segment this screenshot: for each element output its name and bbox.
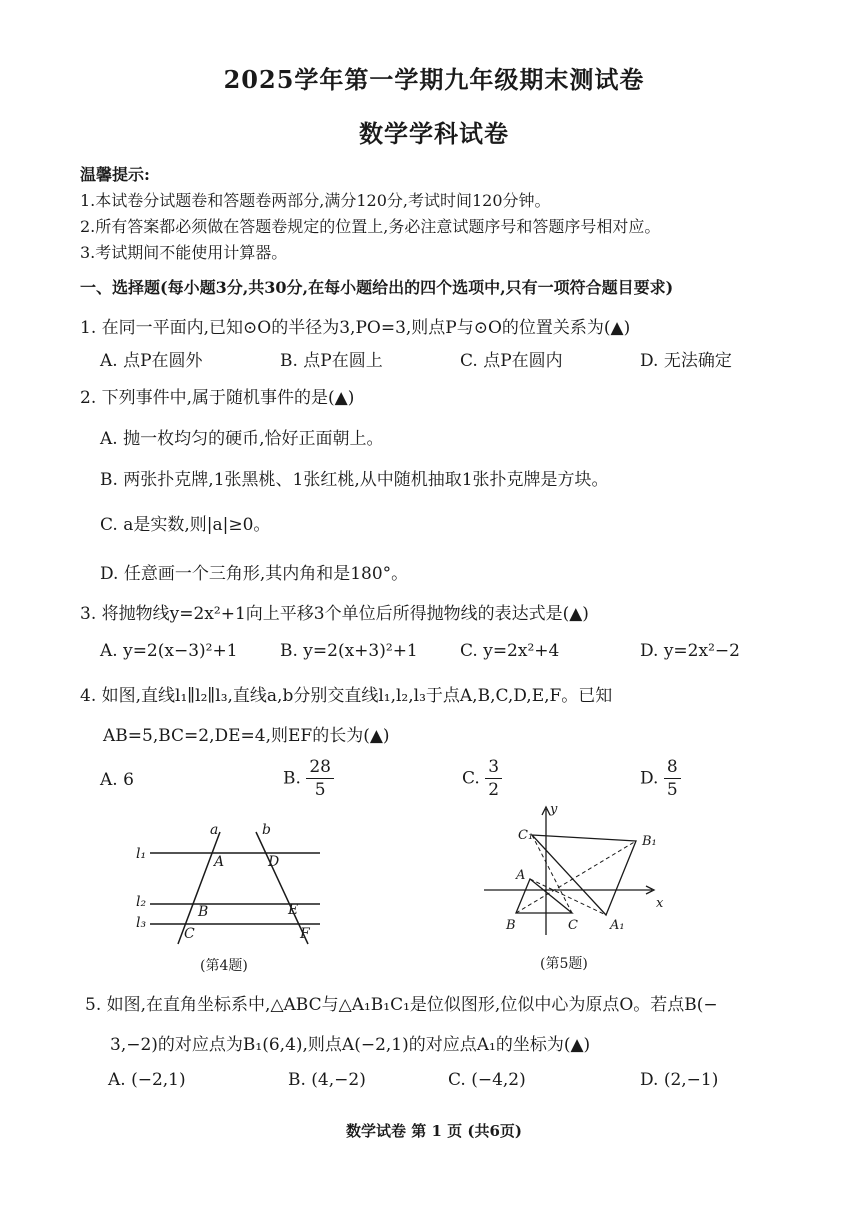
q4-option-d-denominator: 5 bbox=[666, 780, 678, 800]
q3-text: 将抛物线y=2x²+1向上平移3个单位后所得抛物线的表达式是(▲) bbox=[101, 604, 589, 624]
q4-stem-line1 bbox=[80, 681, 612, 706]
q5-text-1: 如图,在直角坐标系中,△ABC与△A₁B₁C₁是位似图形,位似中心为原点O。若点B(− bbox=[106, 995, 718, 1015]
q1-number: 1. bbox=[80, 318, 97, 338]
q5-option-a: A. (−2,1) bbox=[108, 1070, 186, 1090]
q3-option-c: C. y=2x²+4 bbox=[460, 641, 560, 661]
figure-4-caption: (第4题) bbox=[200, 958, 248, 974]
q2-option-c: C. a是实数,则|a|≥0。 bbox=[100, 515, 271, 535]
q1-text: 在同一平面内,已知⊙O的半径为3,PO=3,则点P与⊙O的位置关系为(▲) bbox=[101, 318, 631, 338]
dashed-b-b1 bbox=[516, 841, 636, 913]
q4-option-c-numerator: 3 bbox=[485, 756, 502, 779]
q2-stem bbox=[80, 383, 354, 408]
q5-option-b: B. (4,−2) bbox=[288, 1070, 366, 1090]
q3-stem bbox=[80, 599, 589, 624]
q2-option-a: A. 抛一枚均匀的硬币,恰好正面朝上。 bbox=[100, 429, 384, 449]
label-B: B bbox=[506, 918, 516, 933]
q1-stem bbox=[80, 313, 630, 338]
exam-subtitle: 数学学科试卷 bbox=[359, 119, 509, 148]
q5-stem-line1 bbox=[85, 990, 718, 1015]
q4-option-b-label: B. bbox=[283, 768, 301, 789]
q1-option-c: C. 点P在圆内 bbox=[460, 351, 563, 371]
q2-option-b: B. 两张扑克牌,1张黑桃、1张红桃,从中随机抽取1张扑克牌是方块。 bbox=[100, 470, 609, 490]
dashed-c1-c bbox=[532, 835, 572, 913]
notice-item-2: 2.所有答案都必须做在答题卷规定的位置上,务必注意试题序号和答题序号相对应。 bbox=[80, 217, 661, 236]
label-b: b bbox=[262, 822, 271, 838]
label-F: F bbox=[300, 926, 310, 942]
q4-option-b bbox=[283, 756, 334, 801]
label-E: E bbox=[288, 902, 299, 918]
q4-option-b-denominator: 5 bbox=[314, 780, 326, 800]
label-a: a bbox=[210, 822, 219, 838]
q5-option-c: C. (−4,2) bbox=[448, 1070, 526, 1090]
q5-option-d: D. (2,−1) bbox=[640, 1070, 719, 1090]
q4-option-b-numerator: 28 bbox=[306, 756, 334, 779]
q3-option-b: B. y=2(x+3)²+1 bbox=[280, 641, 418, 661]
q4-number: 4. bbox=[80, 686, 97, 706]
label-A: A bbox=[214, 854, 225, 870]
label-l3: l₃ bbox=[136, 915, 147, 931]
triangle-a1b1c1 bbox=[532, 835, 636, 915]
q3-number: 3. bbox=[80, 604, 97, 624]
notice-item-1: 1.本试卷分试题卷和答题卷两部分,满分120分,考试时间120分钟。 bbox=[80, 191, 551, 210]
q2-number: 2. bbox=[80, 388, 97, 408]
q1-option-d: D. 无法确定 bbox=[640, 351, 732, 371]
q4-stem-line2: AB=5,BC=2,DE=4,则EF的长为(▲) bbox=[103, 726, 390, 746]
q4-option-b-fraction bbox=[306, 756, 334, 801]
page-footer: 数学试卷 第 1 页 (共6页) bbox=[346, 1122, 522, 1140]
q4-text-1: 如图,直线l₁∥l₂∥l₃,直线a,b分别交直线l₁,l₂,l₃于点A,B,C,D,E,F。已知 bbox=[101, 686, 613, 706]
q1-option-b: B. 点P在圆上 bbox=[280, 351, 383, 371]
q3-option-a: A. y=2(x−3)²+1 bbox=[100, 641, 238, 661]
figure-5-caption: (第5题) bbox=[540, 956, 588, 972]
q2-option-d: D. 任意画一个三角形,其内角和是180°。 bbox=[100, 564, 409, 584]
q3-option-d: D. y=2x²−2 bbox=[640, 641, 740, 661]
q5-stem-line2: 3,−2)的对应点为B₁(6,4),则点A(−2,1)的对应点A₁的坐标为(▲) bbox=[110, 1035, 591, 1055]
q1-option-a: A. 点P在圆外 bbox=[100, 351, 203, 371]
q4-option-d-label: D. bbox=[640, 768, 659, 789]
q4-option-c-label: C. bbox=[462, 768, 480, 789]
q2-text: 下列事件中,属于随机事件的是(▲) bbox=[101, 388, 355, 408]
figure-5 bbox=[480, 795, 680, 940]
figure-4 bbox=[130, 820, 340, 950]
q4-option-a: A. 6 bbox=[100, 770, 134, 790]
label-B: B bbox=[198, 904, 209, 920]
label-x: x bbox=[656, 896, 664, 911]
label-l2: l₂ bbox=[136, 894, 147, 910]
label-A: A bbox=[516, 868, 526, 883]
label-y: y bbox=[550, 802, 558, 817]
exam-title: 2025学年第一学期九年级期末测试卷 bbox=[223, 65, 645, 94]
label-C: C bbox=[184, 926, 195, 942]
q5-number: 5. bbox=[85, 995, 102, 1015]
notice-heading: 温馨提示: bbox=[80, 165, 150, 184]
q4-option-c-denominator: 2 bbox=[488, 780, 500, 800]
section-title: 一、选择题(每小题3分,共30分,在每小题给出的四个选项中,只有一项符合题目要求) bbox=[80, 278, 674, 297]
label-A1: A₁ bbox=[610, 918, 625, 933]
q4-option-d-numerator: 8 bbox=[664, 756, 681, 779]
label-B1: B₁ bbox=[642, 834, 657, 849]
notice-item-3: 3.考试期间不能使用计算器。 bbox=[80, 243, 288, 262]
label-C: C bbox=[568, 918, 578, 933]
label-D: D bbox=[268, 854, 280, 870]
label-l1: l₁ bbox=[136, 846, 147, 862]
label-C1: C₁ bbox=[518, 828, 534, 843]
